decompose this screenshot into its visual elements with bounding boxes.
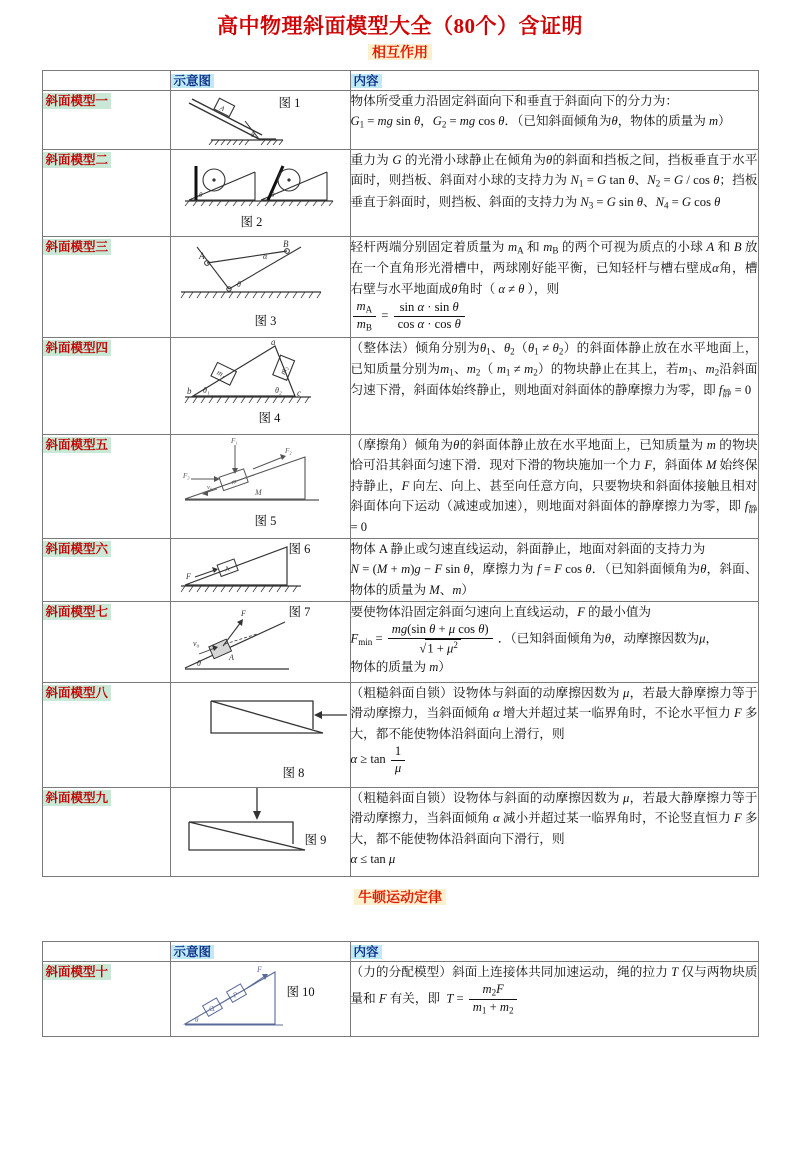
figure-cell-7 (170, 601, 350, 682)
content-cell-1: 物体所受重力沿固定斜面向下和垂直于斜面向下的分力为： $G_1$ = mg sin θ，$G_2$ = mg cos θ．（已知斜面倾角为θ，物体的质量为 m） (350, 91, 758, 150)
svg-text:θ: θ (250, 131, 254, 139)
header-cell-content (350, 71, 758, 91)
model-name-5: 斜面模型五 (43, 437, 112, 453)
model-name-8: 斜面模型八 (43, 685, 112, 701)
figure-cell-8 (170, 682, 350, 787)
figure-cell-3 (170, 237, 350, 338)
svg-text:θ₂: θ₂ (274, 386, 282, 395)
incline-block-A-icon (171, 91, 341, 149)
model-name-cell-4 (42, 338, 170, 435)
model-name-2: 斜面模型二 (43, 152, 112, 168)
document-page (0, 10, 800, 1154)
model-name-cell-8 (42, 682, 170, 787)
wedge-vertical-arrow-icon (171, 788, 347, 866)
svg-text:m₂: m₂ (277, 364, 290, 376)
table-row (42, 237, 758, 338)
header-cell-name (42, 71, 170, 91)
incline-block-A-v0-F-icon (171, 602, 341, 680)
models-table-newton (42, 941, 759, 1037)
figure-label-9: 图 9 (304, 832, 327, 847)
svg-text:F₁: F₁ (230, 437, 238, 445)
header-content-label-newton: 内容 (351, 945, 382, 959)
svg-text:c: c (296, 388, 301, 398)
model-name-cell-2 (42, 150, 170, 237)
incline-block-forces-icon (171, 435, 341, 515)
svg-text:m: m (229, 477, 238, 487)
model-name-cell-5 (42, 435, 170, 539)
content-cell-3: 轻杆两端分别固定着质量为 $m_A$ 和 $m_B$ 的两个可视为质点的小球 A 和 B 放在一个直角形光滑槽中，两球刚好能平衡，已知轻杆与槽右壁成α角，槽右壁与水平地面成θ角时（ α ≠ θ ），则 $\frac{m_A}{m_B}$ = $\frac{\text{sin α · sin θ}}{\text{cos α · cos θ}}$ (350, 237, 758, 338)
model-name-cell-1 (42, 91, 170, 150)
content-cell-2: 重力为 G 的光滑小球静止在倾角为θ的斜面和挡板之间，挡板垂直于水平面时，则挡板、斜面对小球的支持力为 $N_1 = G$ tan θ、$N_2 = G / \cos \theta$；挡板垂直于斜面时，则挡板、斜面的支持力为 $N_3 = G$ sin θ、$N_4 = G$ cos θ (350, 150, 758, 237)
figure-cell-9 (170, 787, 350, 876)
figure-cell-6 (170, 538, 350, 601)
svg-text:θ: θ (270, 191, 274, 199)
page-title: 高中物理斜面模型大全（80个）含证明 (217, 14, 583, 38)
section-title-interaction (0, 42, 800, 62)
model-name-3: 斜面模型三 (43, 239, 112, 255)
section-title-newton (0, 887, 800, 907)
svg-text:v₀: v₀ (206, 484, 212, 491)
model-name-cell-7 (42, 601, 170, 682)
header-figure-label-newton: 示意图 (171, 945, 215, 959)
table-row (42, 338, 758, 435)
content-cell-10: （力的分配模型）斜面上连接体共同加速运动，绳的拉力 T 仅与两物块质量和 F 有关，即 T = $\frac{m_2F}{m_1 + m_2}$ (350, 961, 758, 1036)
svg-text:θ: θ (198, 191, 202, 199)
model-name-cell-3 (42, 237, 170, 338)
table-row (42, 538, 758, 601)
content-cell-8: （粗糙斜面自锁）设物体与斜面的动摩擦因数为 μ，若最大静摩擦力等于滑动摩擦力，当斜面倾角 α 增大并超过某一临界角时，不论水平恒力 F 多大，都不能使物体沿斜面向上滑行，则 α ≥ tan $\frac{1}{\mu}$ (350, 682, 758, 787)
svg-text:a: a (270, 338, 275, 347)
table-header-row-newton (42, 941, 758, 961)
models-table-interaction (42, 70, 759, 877)
incline-two-connected-blocks-icon (171, 962, 341, 1034)
content-cell-5: （摩擦角）倾角为θ的斜面体静止放在水平地面上，已知质量为 m 的物块恰可沿其斜面匀速下滑．现对下滑的物块施加一个力 F，斜面体 M 始终保持静止，F 向左、向上、甚至向任意方向，只要物块和斜面体接触且相对斜面体向下运动（减速或加速），则地面对斜面体的静摩擦力为零，即 $f_静 = 0$ (350, 435, 758, 539)
model-name-cell-10 (42, 961, 170, 1036)
v-groove-rod-AB-icon (171, 237, 341, 315)
section-title-interaction-label: 相互作用 (368, 44, 432, 60)
svg-text:M: M (254, 488, 262, 497)
wedge-two-blocks-icon (171, 338, 341, 412)
svg-text:A: A (223, 564, 231, 574)
header-content-label: 内容 (351, 74, 382, 88)
table-row (42, 601, 758, 682)
header-cell-name-newton (42, 941, 170, 961)
figure-cell-5 (170, 435, 350, 539)
svg-text:A: A (198, 251, 204, 261)
figure-label-3: 图 3 (254, 314, 277, 328)
table-row (42, 91, 758, 150)
header-cell-figure-newton (170, 941, 350, 961)
model-name-1: 斜面模型一 (43, 93, 112, 109)
svg-text:F: F (240, 608, 246, 618)
table-header-row (42, 71, 758, 91)
table-row (42, 150, 758, 237)
content-cell-7: 要使物体沿固定斜面匀速向上直线运动，F 的最小值为 $F_{min}$ = $\frac{\text{mg(sin θ + μ cos θ)}}{√1 + \mu^2}$ ．（已知斜面倾角为θ，动摩擦因数为μ， 物体的质量为 m） (350, 601, 758, 682)
table-row (42, 961, 758, 1036)
svg-text:F: F (256, 964, 262, 974)
figure-label-4: 图 4 (258, 411, 281, 425)
figure-cell-2 (170, 150, 350, 237)
svg-text:F₂: F₂ (284, 447, 292, 455)
svg-text:v₀: v₀ (192, 638, 199, 648)
figure-cell-4 (170, 338, 350, 435)
svg-text:B: B (282, 239, 288, 249)
two-inclines-ball-baffle-icon (171, 150, 341, 212)
wedge-horizontal-arrow-icon (171, 683, 347, 759)
svg-text:A: A (228, 652, 234, 662)
figure-label-5: 图 5 (254, 514, 277, 528)
svg-text:F₃: F₃ (182, 472, 190, 480)
svg-text:b: b (186, 386, 191, 396)
table-row (42, 682, 758, 787)
figure-cell-1 (170, 91, 350, 150)
figure-label-10: 图 10 (286, 984, 315, 999)
svg-text:θ: θ (196, 658, 201, 668)
model-name-10: 斜面模型十 (43, 964, 112, 980)
svg-text:F: F (185, 571, 191, 581)
svg-text:θ₁: θ₁ (202, 386, 210, 395)
section-spacer (0, 915, 800, 941)
header-cell-figure (170, 71, 350, 91)
table-row (42, 787, 758, 876)
svg-text:θ: θ (236, 280, 241, 289)
table-row (42, 435, 758, 539)
model-name-cell-9 (42, 787, 170, 876)
svg-text:A: A (218, 104, 226, 114)
svg-text:α: α (262, 252, 267, 261)
svg-text:m₁: m₁ (214, 367, 227, 380)
figure-cell-10 (170, 961, 350, 1036)
model-name-4: 斜面模型四 (43, 340, 112, 356)
svg-text:θ: θ (194, 1015, 198, 1024)
figure-label-7: 图 7 (288, 604, 311, 619)
section-title-newton-label: 牛顿运动定律 (354, 889, 446, 905)
header-figure-label: 示意图 (171, 74, 215, 88)
model-name-cell-6 (42, 538, 170, 601)
content-cell-9: （粗糙斜面自锁）设物体与斜面的动摩擦因数为 μ，若最大静摩擦力等于滑动摩擦力，当斜面倾角 α 减小并超过某一临界角时，不论竖直恒力 F 多大，都不能使物体沿斜面向下滑行，则 α ≤ tan μ (350, 787, 758, 876)
svg-text:P: P (231, 990, 239, 1000)
content-cell-4: （整体法）倾角分别为$\theta_1$、$\theta_2(\theta_1 \ne \theta_2)$的斜面体静止放在水平地面上，已知质量分别为$m_1$、$m_2$（ $m_1 \ne m_2$）的物块静止在其上，若$m_1$、$m_2$沿斜面匀速下滑，斜面体始终静止，则地面对斜面体的静摩擦力为零，即 $f_静 = 0$ (350, 338, 758, 435)
model-name-6: 斜面模型六 (43, 541, 112, 557)
figure-label-6: 图 6 (288, 541, 311, 556)
svg-text:Q: Q (207, 1003, 216, 1014)
figure-label-1: 图 1 (278, 96, 301, 110)
content-cell-6: 物体 A 静止或匀速直线运动，斜面静止，地面对斜面的支持力为 N = (M + m)g − F sin θ，摩擦力为 f = F cos θ．（已知斜面倾角为θ，斜面、物体的质量为 M、m） (350, 538, 758, 601)
model-name-7: 斜面模型七 (43, 604, 112, 620)
model-name-9: 斜面模型九 (43, 790, 112, 806)
figure-label-8: 图 8 (282, 765, 305, 780)
incline-block-A-force-F-icon (171, 539, 341, 599)
header-cell-content-newton (350, 941, 758, 961)
figure-label-2: 图 2 (240, 215, 263, 229)
